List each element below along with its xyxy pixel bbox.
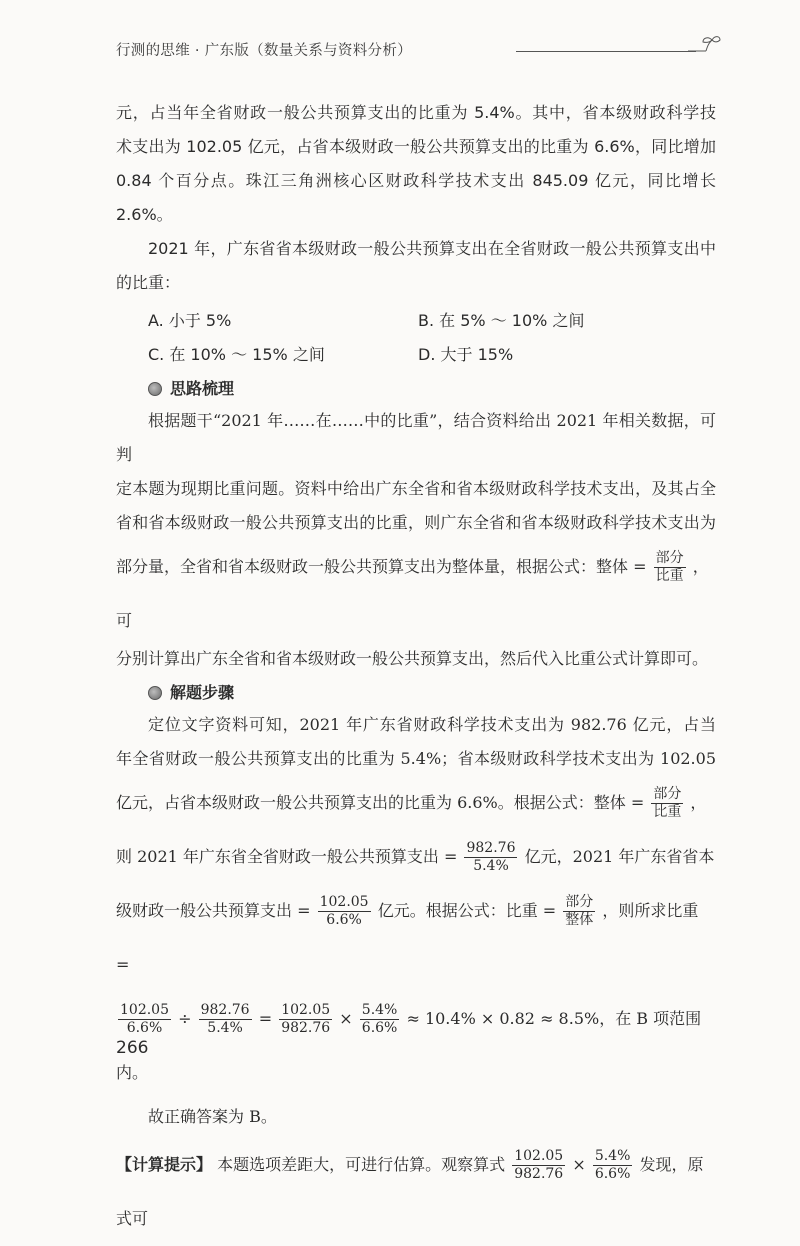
fraction: $\frac{102.05}{6.6\%}$ <box>120 1002 169 1036</box>
bullet-badge-icon <box>148 382 162 396</box>
formula-line: 级财政一般公共预算支出 = $\frac{102.05}{6.6\%}$ 亿元。根据公式：比重 = $\frac{\text{部分}}{\text{整体}}$ ，则所求比重 = <box>116 894 699 974</box>
section-heading-steps <box>116 678 716 708</box>
option-b: B. 在 5% ～ 10% 之间 <box>418 311 585 330</box>
section-heading-approach <box>116 374 716 404</box>
text-line: 根据题干“2021 年……在……中的比重”，结合资料给出 2021 年相关数据，可判 <box>116 411 716 464</box>
text-line: 省和省本级财政一般公共预算支出的比重，则广东全省和省本级财政科学技术支出为 <box>116 513 716 532</box>
fraction: $\frac{982.76}{5.4\%}$ <box>466 840 516 874</box>
page-header <box>116 34 706 64</box>
fraction: $\frac{\text{部分}}{\text{比重}}$ <box>655 550 684 584</box>
running-title: 行测的思维 · 广东版（数量关系与资料分析） <box>116 43 412 59</box>
answer-options <box>116 304 716 372</box>
text-line: 0.84 个百分点。珠江三角洲核心区财政科学技术支出 845.09 亿元，同比增长 2.6%。 <box>116 171 716 224</box>
formula-line: $\frac{102.05}{6.6\%}$ ÷ $\frac{982.76}{5.4\%}$ = $\frac{102.05}{982.76}$ × $\frac{5.4\%}{6.6\%}$ ≈ 10.4% × 0.82 ≈ 8.5%，在 B 项范围内。 <box>116 1002 702 1082</box>
calc-tip: 【计算提示】 本题选项差距大，可进行估算。观察算式 $\frac{102.05}{982.76}$ × $\frac{5.4\%}{6.6\%}$ 发现，原式可 <box>116 1148 704 1228</box>
option-c: C. 在 10% ～ 15% 之间 <box>148 345 325 364</box>
page-body <box>116 96 716 1246</box>
bullet-badge-icon <box>148 686 162 700</box>
answer-line: 故正确答案为 B。 <box>148 1107 277 1126</box>
fraction: $\frac{982.76}{5.4\%}$ <box>200 1002 250 1036</box>
text-line: 术支出为 102.05 亿元，占省本级财政一般公共预算支出的比重为 6.6%，同比增加 <box>116 137 716 156</box>
fraction: $\frac{\text{部分}}{\text{比重}}$ <box>653 786 682 820</box>
fraction: $\frac{102.05}{982.76}$ <box>514 1148 564 1182</box>
question-line: 的比重： <box>116 273 181 292</box>
option-a: A. 小于 5% <box>148 311 232 330</box>
fraction: $\frac{\text{部分}}{\text{整体}}$ <box>565 894 594 928</box>
text-line: 定本题为现期比重问题。资料中给出广东全省和省本级财政科学技术支出，及其占全 <box>116 479 716 498</box>
section-title: 解题步骤 <box>170 683 235 702</box>
fraction: $\frac{102.05}{982.76}$ <box>281 1002 331 1036</box>
sprout-icon <box>686 34 722 60</box>
formula-line: 部分量，全省和省本级财政一般公共预算支出为整体量，根据公式：整体 = $\frac{\text{部分}}{\text{比重}}$ ，可 <box>116 550 709 630</box>
header-rule <box>516 51 696 52</box>
tip-label: 【计算提示】 <box>116 1155 213 1174</box>
fraction: $\frac{5.4\%}{6.6\%}$ <box>594 1148 631 1182</box>
question-line: 2021 年，广东省省本级财政一般公共预算支出在全省财政一般公共预算支出中 <box>148 239 716 258</box>
formula-line: 亿元，占省本级财政一般公共预算支出的比重为 6.6%。根据公式：整体 = $\frac{\text{部分}}{\text{比重}}$ ， <box>116 786 707 820</box>
text-line: 元，占当年全省财政一般公共预算支出的比重为 5.4%。其中，省本级财政科学技 <box>116 103 716 122</box>
text-line: 年全省财政一般公共预算支出的比重为 5.4%；省本级财政科学技术支出为 102.05 <box>116 749 716 768</box>
text-line: 定位文字资料可知，2021 年广东省财政科学技术支出为 982.76 亿元，占当 <box>148 715 716 734</box>
fraction: $\frac{5.4\%}{6.6\%}$ <box>361 1002 398 1036</box>
formula-line: 则 2021 年广东省全省财政一般公共预算支出 = $\frac{982.76}{5.4\%}$ 亿元，2021 年广东省省本 <box>116 840 715 874</box>
page-number: 266 <box>116 1038 149 1058</box>
option-d: D. 大于 15% <box>418 345 514 364</box>
fraction: $\frac{102.05}{6.6\%}$ <box>319 894 369 928</box>
text-line: 分别计算出广东全省和省本级财政一般公共预算支出，然后代入比重公式计算即可。 <box>116 649 709 668</box>
section-title: 思路梳理 <box>170 379 235 398</box>
